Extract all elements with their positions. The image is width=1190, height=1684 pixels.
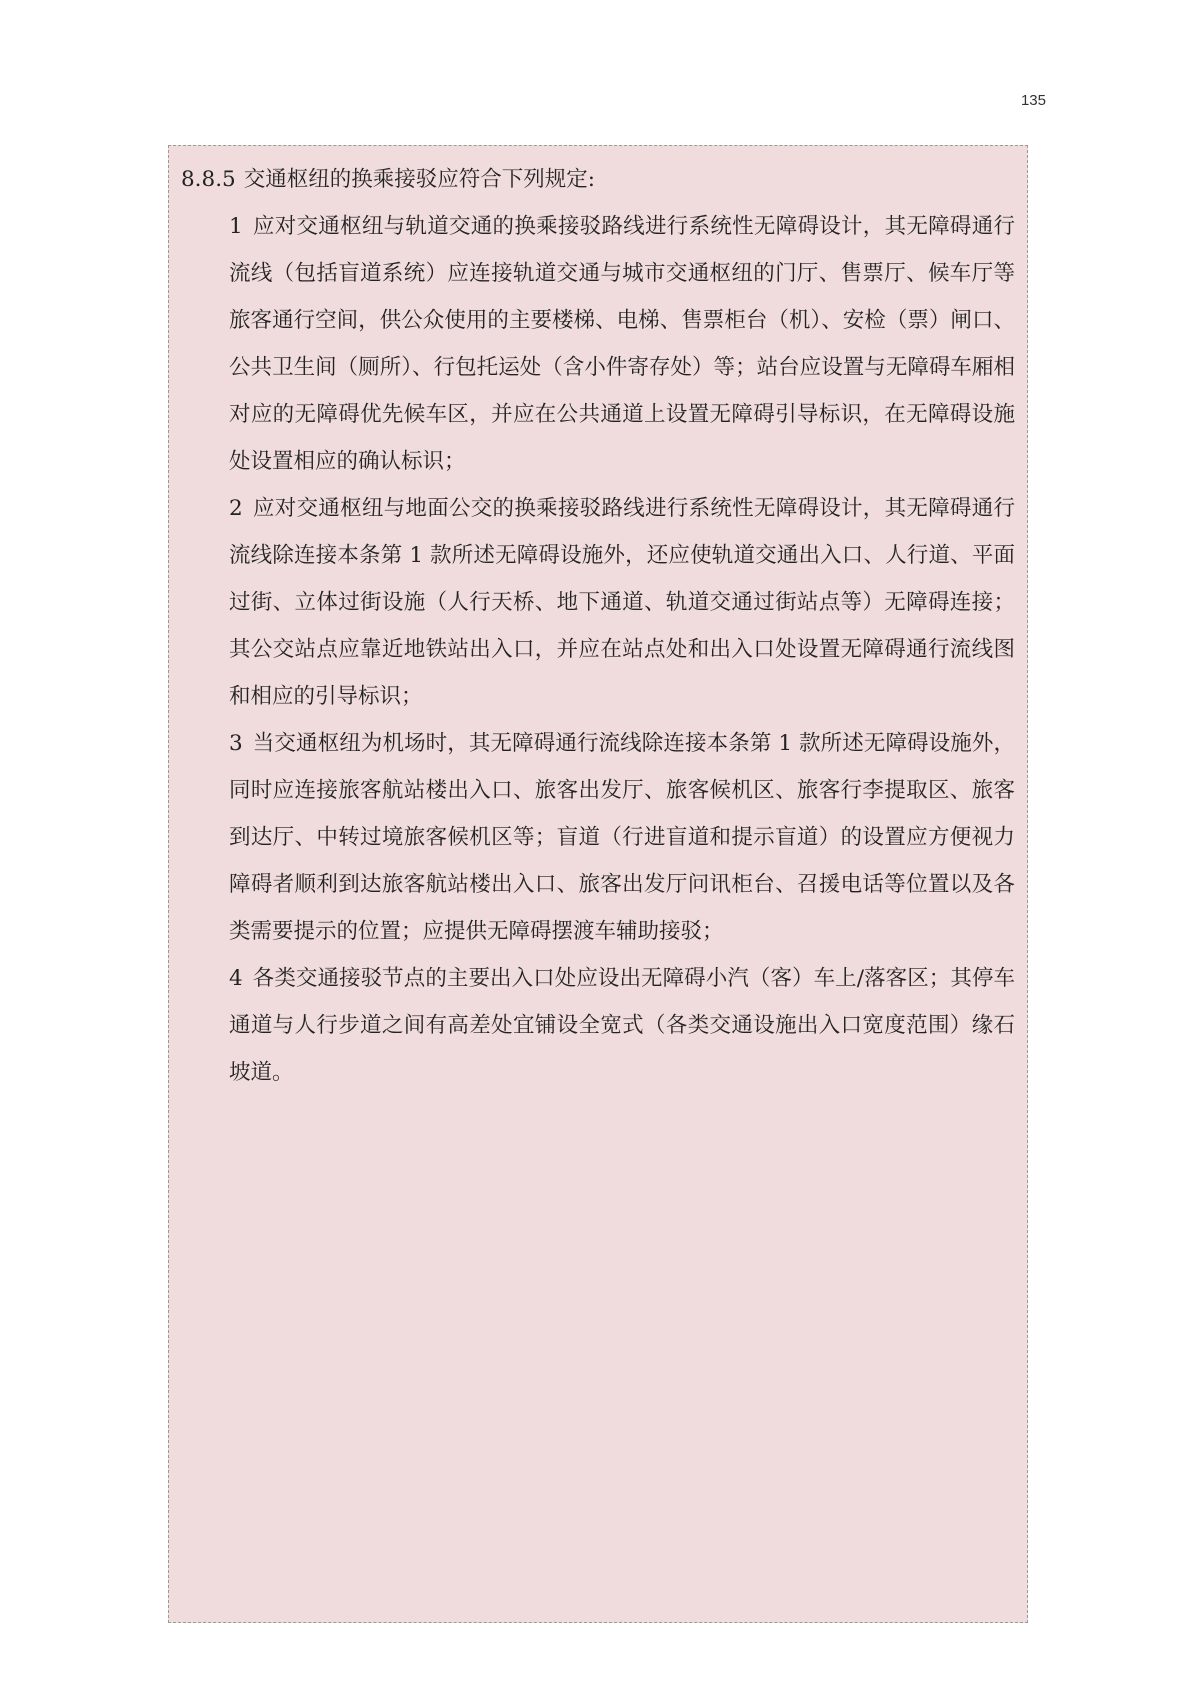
item-text: 各类交通接驳节点的主要出入口处应设出无障碍小汽（客）车上/落客区；其停车通道与人行步道之间有高差处宜铺设全宽式（各类交通设施出入口宽度范围）缘石坡道。 bbox=[229, 966, 1015, 1085]
clause-item-1 bbox=[229, 203, 1015, 485]
clause-item-4 bbox=[229, 955, 1015, 1096]
clause-title: 交通枢纽的换乘接驳应符合下列规定: bbox=[243, 167, 595, 192]
item-number: 2 bbox=[229, 496, 243, 521]
item-text: 当交通枢纽为机场时，其无障碍通行流线除连接本条第 1 款所述无障碍设施外，同时应连接旅客航站楼出入口、旅客出发厅、旅客候机区、旅客行李提取区、旅客到达厅、中转过境旅客候机区等；盲道（行进盲道和提示盲道）的设置应方便视力障碍者顺利到达旅客航站楼出入口、旅客出发厅问讯柜台、召援电话等位置以及各类需要提示的位置；应提供无障碍摆渡车辅助接驳； bbox=[229, 731, 1015, 944]
item-number: 4 bbox=[229, 966, 243, 991]
clause-item-list bbox=[229, 203, 1015, 1096]
item-number: 3 bbox=[229, 731, 243, 756]
item-text: 应对交通枢纽与地面公交的换乘接驳路线进行系统性无障碍设计，其无障碍通行流线除连接本条第 1 款所述无障碍设施外，还应使轨道交通出入口、人行道、平面过街、立体过街设施（人行天桥、地下通道、轨道交通过街站点等）无障碍连接；其公交站点应靠近地铁站出入口，并应在站点处和出入口处设置无障碍通行流线图和相应的引导标识； bbox=[229, 496, 1015, 709]
clause-content-box bbox=[168, 145, 1028, 1623]
clause-number: 8.8.5 bbox=[181, 167, 236, 192]
clause-item-3 bbox=[229, 720, 1015, 955]
page-number: 135 bbox=[1020, 92, 1046, 109]
clause-item-2 bbox=[229, 485, 1015, 720]
item-text: 应对交通枢纽与轨道交通的换乘接驳路线进行系统性无障碍设计，其无障碍通行流线（包括盲道系统）应连接轨道交通与城市交通枢纽的门厅、售票厅、候车厅等旅客通行空间，供公众使用的主要楼梯、电梯、售票柜台（机）、安检（票）闸口、公共卫生间（厕所）、行包托运处（含小件寄存处）等；站台应设置与无障碍车厢相对应的无障碍优先候车区，并应在公共通道上设置无障碍引导标识，在无障碍设施处设置相应的确认标识； bbox=[229, 214, 1015, 474]
item-number: 1 bbox=[229, 214, 243, 239]
clause-heading bbox=[181, 156, 595, 203]
